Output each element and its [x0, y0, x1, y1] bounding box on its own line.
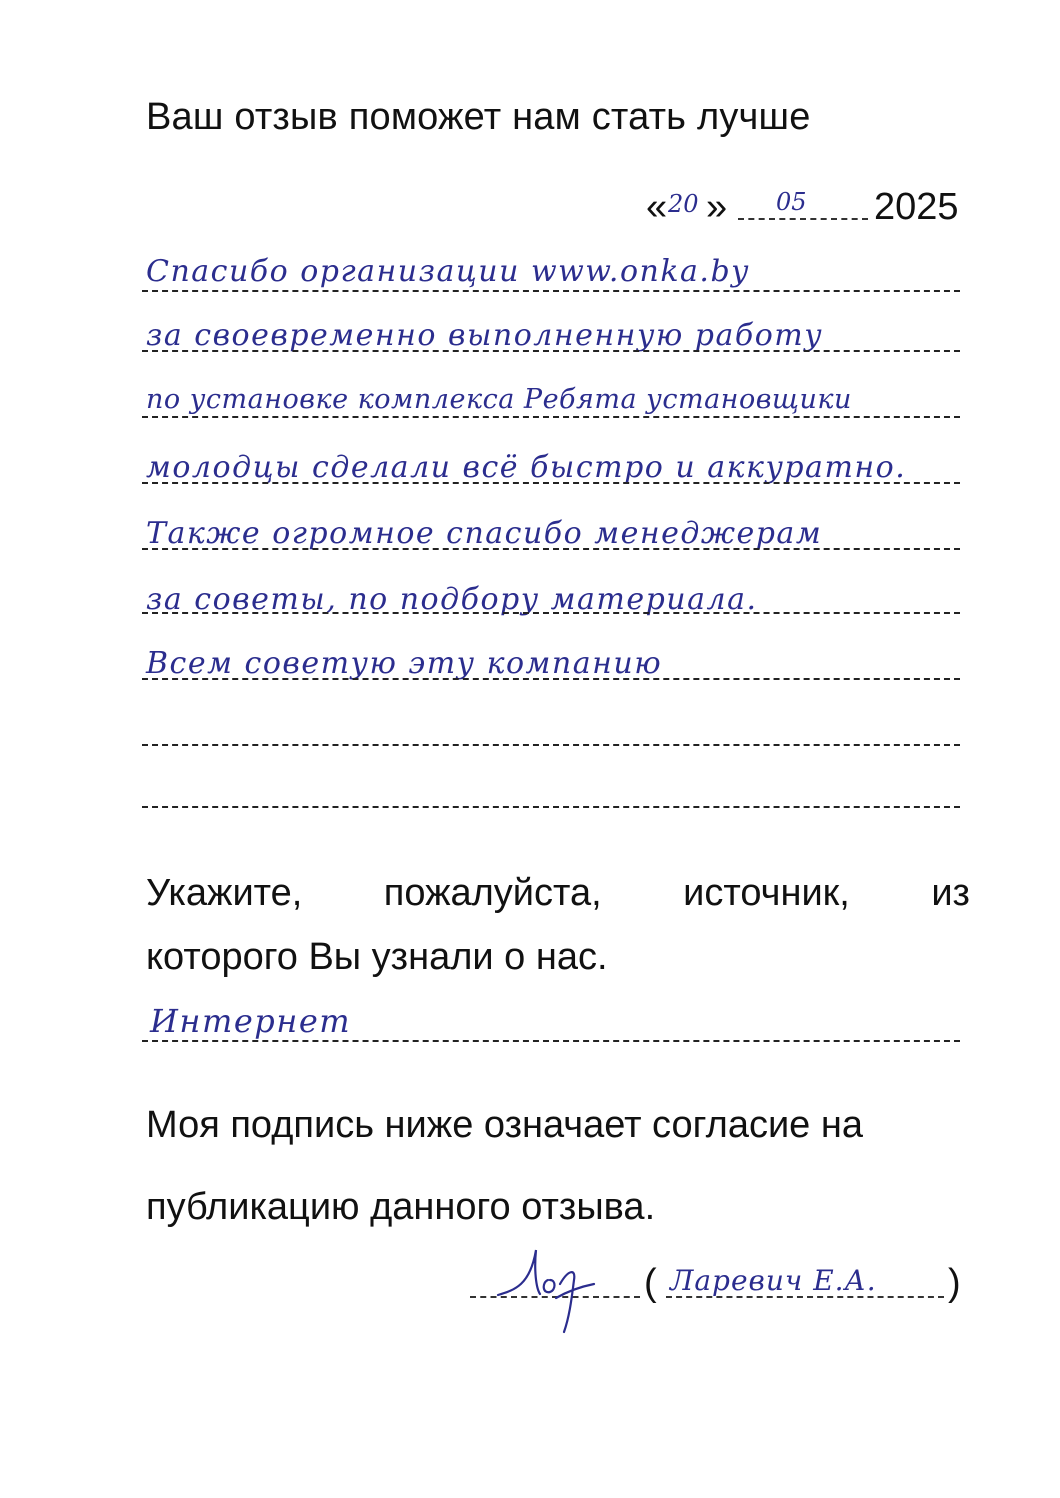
- date-close-quote: »: [706, 186, 728, 228]
- review-line-4: молодцы сделали всё быстро и аккуратно.: [146, 450, 907, 485]
- review-line-5: Также огромное спасибо менеджерам: [146, 516, 823, 551]
- review-rule-6: [142, 612, 960, 614]
- consent-line-1: Моя подпись ниже означает согласие на: [146, 1104, 863, 1146]
- signature-close-paren: ): [948, 1262, 961, 1304]
- source-prompt-word: источник,: [683, 872, 850, 914]
- review-line-7: Всем советую эту компанию: [146, 646, 663, 681]
- review-line-6: за советы, по подбору материала.: [146, 582, 758, 617]
- date-field: [646, 182, 972, 232]
- review-rule-1: [142, 290, 960, 292]
- source-answer: Интернет: [150, 1002, 352, 1040]
- signature-mark: [490, 1240, 600, 1340]
- review-rule-5: [142, 548, 960, 550]
- signature-name: Ларевич Е.А.: [670, 1264, 877, 1297]
- review-rule-9: [142, 806, 960, 808]
- review-line-2: за своевременно выполненную работу: [146, 318, 824, 353]
- review-rule-7: [142, 678, 960, 680]
- date-day: 20: [668, 190, 699, 218]
- signature-block: [470, 1240, 970, 1320]
- source-prompt-word: из: [931, 872, 970, 914]
- source-prompt-line-2: которого Вы узнали о нас.: [146, 936, 608, 978]
- review-line-3: по установке комплекса Ребята установщики: [146, 384, 852, 415]
- review-rule-4: [142, 482, 960, 484]
- date-month: 05: [776, 188, 807, 216]
- date-year: 2025: [874, 186, 959, 228]
- source-prompt-word: пожалуйста,: [383, 872, 602, 914]
- review-rule-2: [142, 350, 960, 352]
- consent-line-2: публикацию данного отзыва.: [146, 1186, 656, 1228]
- date-month-line: [738, 218, 868, 220]
- date-open-quote: «: [646, 186, 668, 228]
- signature-open-paren: (: [644, 1262, 657, 1304]
- source-prompt-word: Укажите,: [146, 872, 303, 914]
- source-prompt-line-1: [146, 872, 970, 915]
- review-rule-3: [142, 416, 960, 418]
- form-title: Ваш отзыв поможет нам стать лучше: [146, 96, 811, 138]
- review-line-1: Спасибо организации www.onka.by: [146, 254, 750, 289]
- review-rule-8: [142, 744, 960, 746]
- source-answer-rule: [142, 1040, 960, 1042]
